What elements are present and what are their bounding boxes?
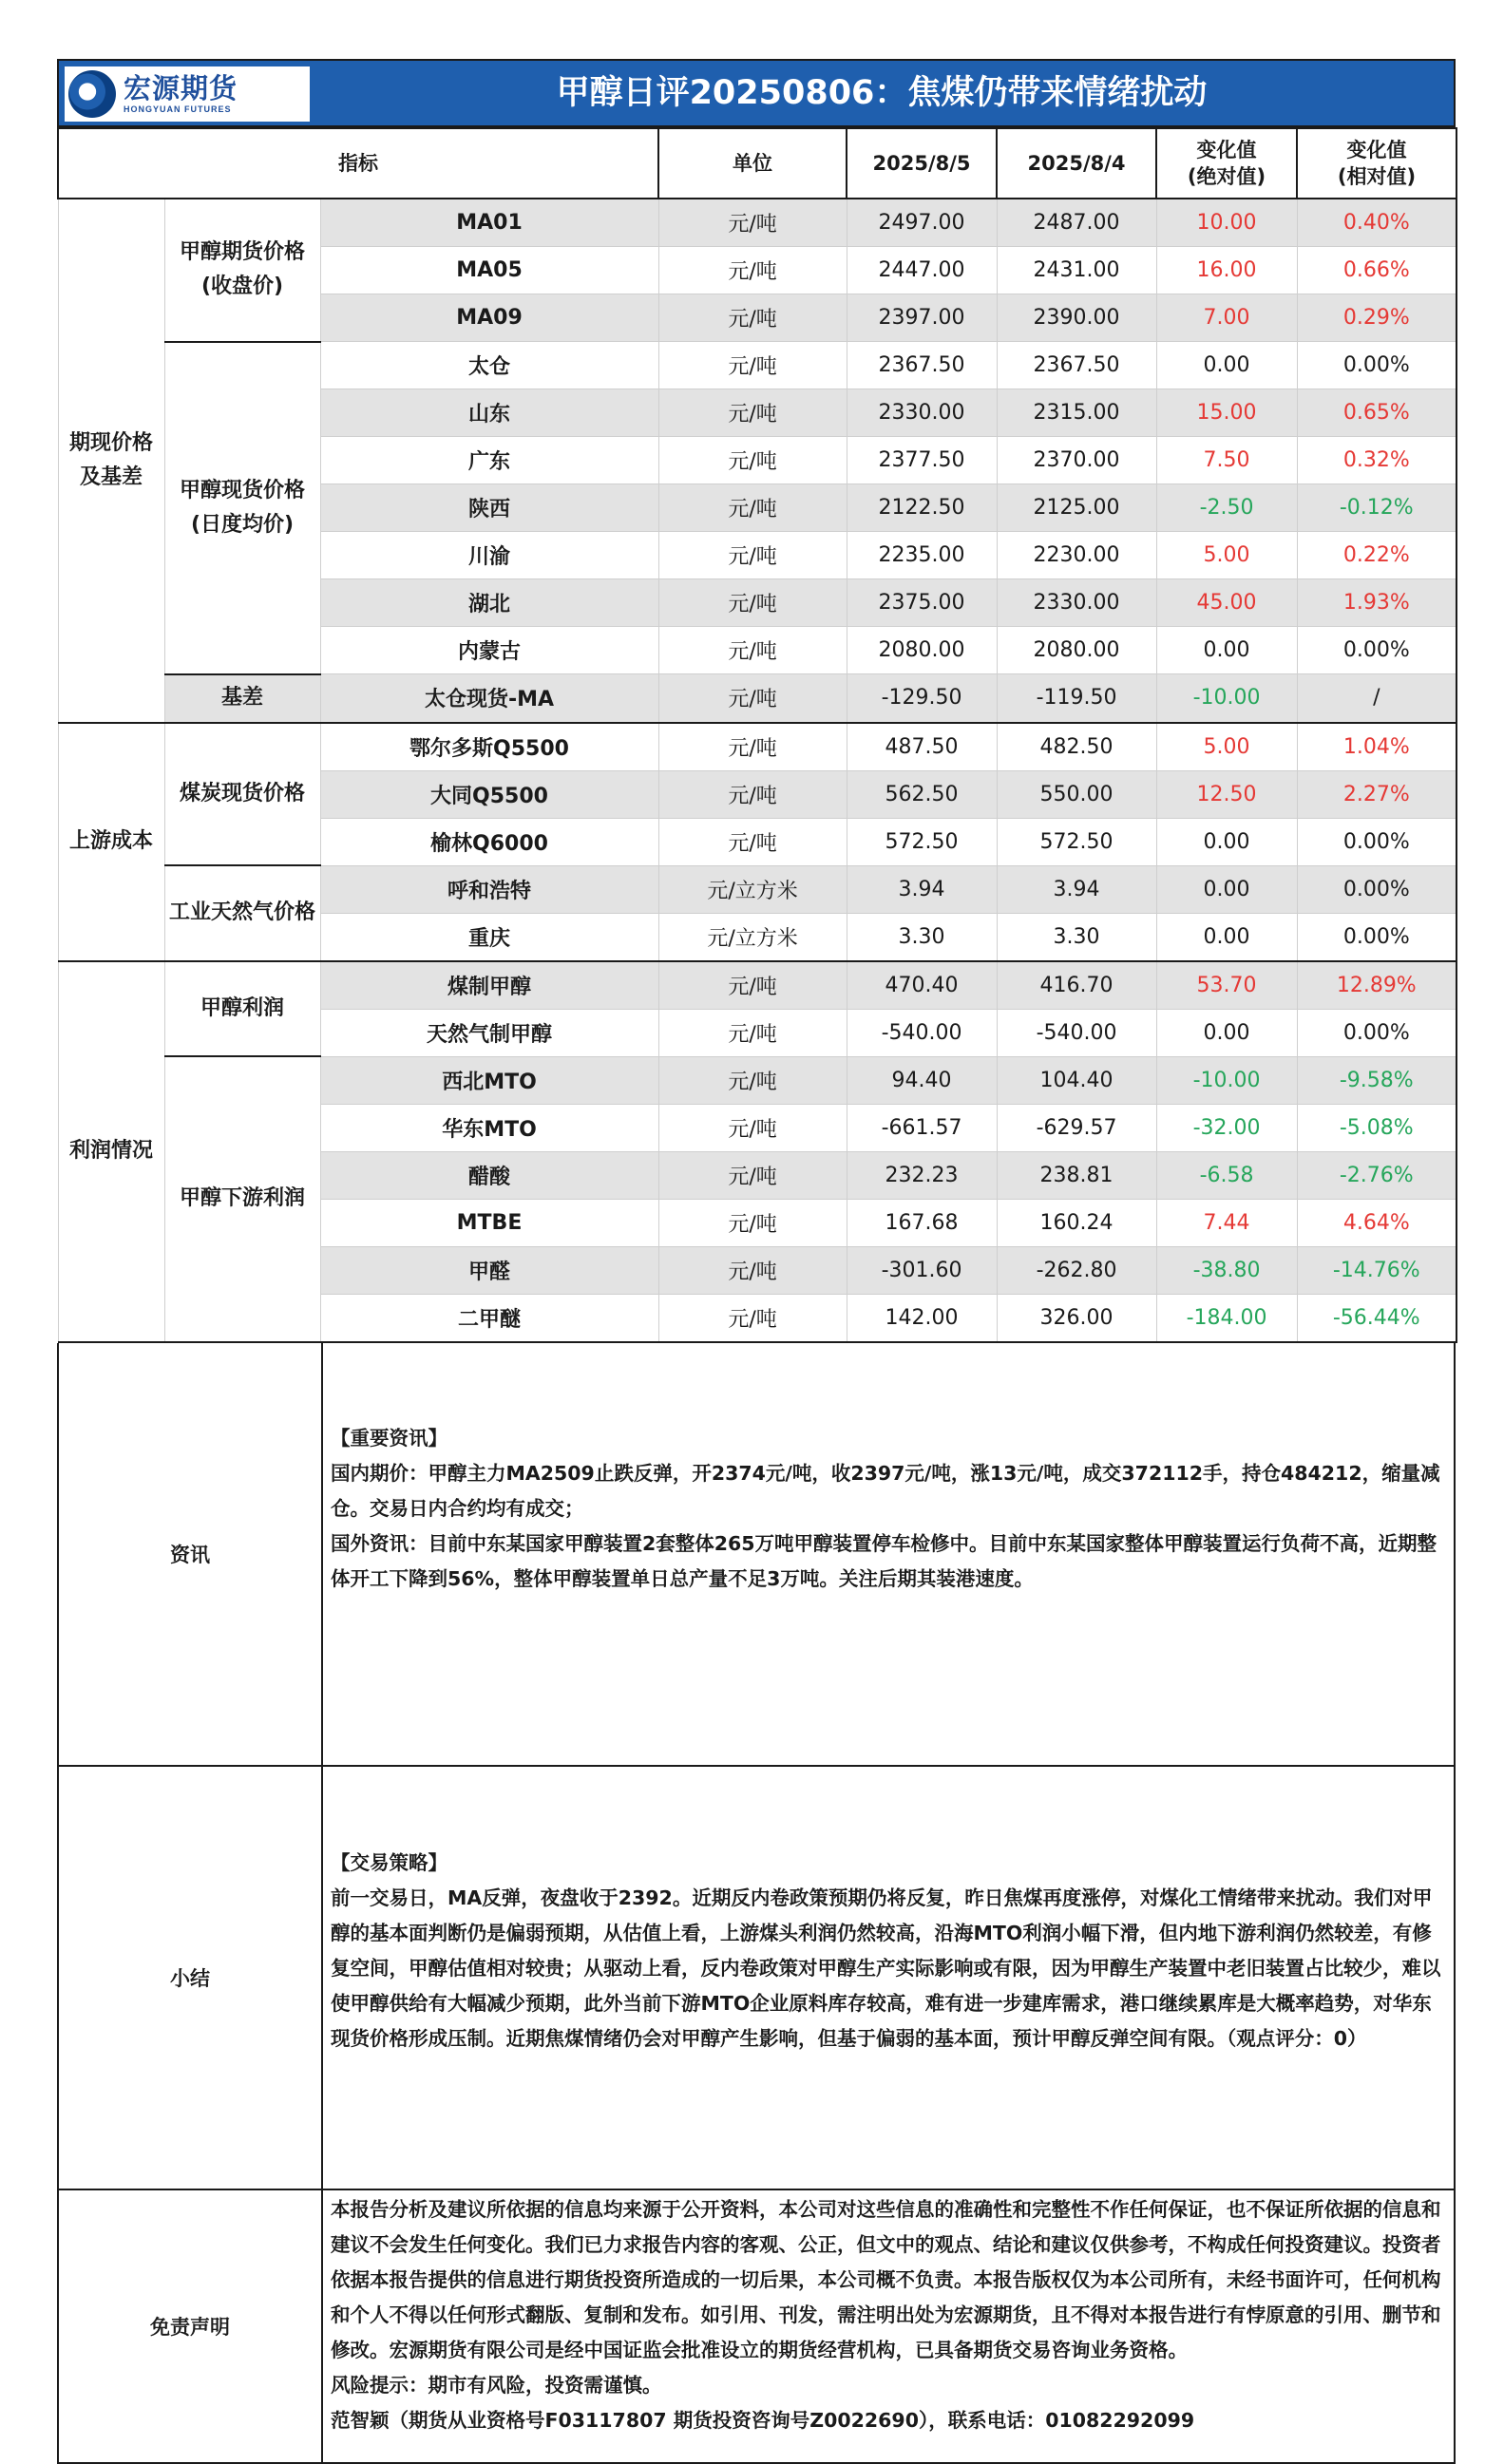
cell-value-date2: 572.50 xyxy=(997,818,1156,865)
cell-indicator-name: 湖北 xyxy=(320,579,658,627)
cell-indicator-name: MA01 xyxy=(320,199,658,247)
cell-rel-change: 0.32% xyxy=(1297,437,1456,484)
cell-value-date1: 470.40 xyxy=(847,961,997,1010)
cell-value-date1: 142.00 xyxy=(847,1294,997,1342)
cell-unit: 元/吨 xyxy=(658,484,847,532)
cell-abs-change: 53.70 xyxy=(1156,961,1297,1010)
cell-value-date1: 2330.00 xyxy=(847,389,997,437)
cell-indicator-name: MA09 xyxy=(320,294,658,342)
cell-rel-change: 0.29% xyxy=(1297,294,1456,342)
cell-rel-change: 0.00% xyxy=(1297,1009,1456,1056)
news-label: 资讯 xyxy=(59,1343,323,1765)
subcategory-coal: 煤炭现货价格 xyxy=(164,723,320,866)
cell-abs-change: 7.50 xyxy=(1156,437,1297,484)
cell-rel-change: 0.65% xyxy=(1297,389,1456,437)
cell-indicator-name: 太仓 xyxy=(320,342,658,389)
cell-value-date1: 2122.50 xyxy=(847,484,997,532)
cell-rel-change: 2.27% xyxy=(1297,770,1456,818)
col-header-abs-change xyxy=(1156,128,1297,199)
cell-indicator-name: 榆林Q6000 xyxy=(320,818,658,865)
cell-indicator-name: 醋酸 xyxy=(320,1151,658,1199)
cell-indicator-name: 大同Q5500 xyxy=(320,770,658,818)
cell-rel-change: 1.04% xyxy=(1297,723,1456,771)
cell-unit: 元/吨 xyxy=(658,627,847,674)
cell-abs-change: 5.00 xyxy=(1156,532,1297,579)
news-domestic: 国内期价：甲醇主力MA2509止跌反弹，开2374元/吨，收2397元/吨，涨13元/吨，成交372112手，持仓484212，缩量减仓。交易日内合约均有成交； xyxy=(331,1461,1440,1520)
logo-name-cn: 宏源期货 xyxy=(124,72,238,104)
cell-abs-change: 0.00 xyxy=(1156,865,1297,913)
company-logo xyxy=(65,66,310,122)
cell-value-date1: 167.68 xyxy=(847,1199,997,1246)
cell-value-date1: -301.60 xyxy=(847,1246,997,1294)
table-row xyxy=(58,961,1456,1010)
summary-text: 前一交易日，MA反弹，夜盘收于2392。近期反内卷政策预期仍将反复，昨日焦煤再度涨停，对煤化工情绪带来扰动。我们对甲醇的基本面判断仍是偏弱预期，从估值上看，上游煤头利润仍然较高，沿海MTO利润小幅下滑，但内地下游利润仍然较差，有修复空间，甲醇估值相对较贵；从驱动上看，反内卷政策对甲醇生产实际影响或有限，因为甲醇生产装置中老旧装置占比较少，难以使甲醇供给有大幅减少预期，此外当前下游MTO企业原料库存较高，难有进一步建库需求，港口继续累库是大概率趋势，对华东现货价格形成压制。近期焦煤情绪仍会对甲醇产生影响，但基于偏弱的基本面，预计甲醇反弹空间有限。（观点评分：0） xyxy=(331,1886,1441,2050)
news-section xyxy=(57,1343,1456,1767)
col-header-date1: 2025/8/5 xyxy=(847,128,997,199)
cell-abs-change: 0.00 xyxy=(1156,818,1297,865)
cell-indicator-name: 呼和浩特 xyxy=(320,865,658,913)
disclaimer-body xyxy=(323,2190,1454,2462)
cell-value-date1: 2377.50 xyxy=(847,437,997,484)
indicator-table xyxy=(57,127,1457,1343)
analyst-contact: 范智颖（期货从业资格号F03117807 期货投资咨询号Z0022690），联系电话：01082292099 xyxy=(331,2408,1195,2432)
cell-rel-change: 12.89% xyxy=(1297,961,1456,1010)
cell-indicator-name: 川渝 xyxy=(320,532,658,579)
cell-indicator-name: 鄂尔多斯Q5500 xyxy=(320,723,658,771)
cell-abs-change: -10.00 xyxy=(1156,674,1297,723)
cell-value-date2: 238.81 xyxy=(997,1151,1156,1199)
cell-value-date1: 2367.50 xyxy=(847,342,997,389)
summary-body xyxy=(323,1767,1454,2189)
cell-abs-change: 0.00 xyxy=(1156,627,1297,674)
cell-unit: 元/吨 xyxy=(658,1056,847,1104)
cell-value-date2: 2230.00 xyxy=(997,532,1156,579)
cell-value-date1: -129.50 xyxy=(847,674,997,723)
risk-warning: 风险提示：期市有风险，投资需谨慎。 xyxy=(331,2373,662,2397)
summary-section xyxy=(57,1767,1456,2190)
cell-unit: 元/吨 xyxy=(658,770,847,818)
cell-abs-change: 12.50 xyxy=(1156,770,1297,818)
table-row xyxy=(58,1056,1456,1104)
subcategory-spot: 甲醇现货价格 (日度均价) xyxy=(164,342,320,674)
cell-value-date1: 232.23 xyxy=(847,1151,997,1199)
cell-rel-change: -5.08% xyxy=(1297,1104,1456,1151)
cell-value-date2: 2390.00 xyxy=(997,294,1156,342)
news-foreign: 国外资讯：目前中东某国家甲醇装置2套整体265万吨甲醇装置停车检修中。目前中东某国家整体甲醇装置运行负荷不高，近期整体开工下降到56%，整体甲醇装置单日总产量不足3万吨。关注后期其装港速度。 xyxy=(331,1531,1437,1590)
table-header-row xyxy=(58,128,1456,199)
cell-value-date1: 3.30 xyxy=(847,913,997,961)
subcategory-gas: 工业天然气价格 xyxy=(164,865,320,961)
cell-rel-change: 0.66% xyxy=(1297,247,1456,294)
cell-indicator-name: 天然气制甲醇 xyxy=(320,1009,658,1056)
text-sections xyxy=(57,1343,1456,2464)
cell-abs-change: -184.00 xyxy=(1156,1294,1297,1342)
cell-abs-change: 5.00 xyxy=(1156,723,1297,771)
cell-unit: 元/吨 xyxy=(658,674,847,723)
rel-change-sub: (相对值) xyxy=(1337,165,1417,188)
cell-unit: 元/吨 xyxy=(658,1151,847,1199)
cell-unit: 元/吨 xyxy=(658,532,847,579)
cell-abs-change: -38.80 xyxy=(1156,1246,1297,1294)
cell-rel-change: 4.64% xyxy=(1297,1199,1456,1246)
cell-indicator-name: 内蒙古 xyxy=(320,627,658,674)
cell-value-date2: 160.24 xyxy=(997,1199,1156,1246)
cell-value-date2: 2080.00 xyxy=(997,627,1156,674)
cell-unit: 元/吨 xyxy=(658,342,847,389)
cell-indicator-name: 广东 xyxy=(320,437,658,484)
abs-change-sub: (绝对值) xyxy=(1187,165,1266,188)
cell-value-date2: -119.50 xyxy=(997,674,1156,723)
summary-label: 小结 xyxy=(59,1767,323,2189)
cell-value-date2: 2370.00 xyxy=(997,437,1156,484)
table-row xyxy=(58,865,1456,913)
cell-unit: 元/吨 xyxy=(658,247,847,294)
cell-unit: 元/吨 xyxy=(658,294,847,342)
cell-unit: 元/吨 xyxy=(658,389,847,437)
cell-indicator-name: MA05 xyxy=(320,247,658,294)
cell-unit: 元/吨 xyxy=(658,1104,847,1151)
cell-indicator-name: 甲醛 xyxy=(320,1246,658,1294)
table-row xyxy=(58,342,1456,389)
cell-rel-change: 0.00% xyxy=(1297,865,1456,913)
cell-value-date1: 562.50 xyxy=(847,770,997,818)
cell-value-date2: -262.80 xyxy=(997,1246,1156,1294)
cell-abs-change: -2.50 xyxy=(1156,484,1297,532)
disclaimer-section xyxy=(57,2190,1456,2464)
cell-unit: 元/吨 xyxy=(658,961,847,1010)
cell-value-date1: 94.40 xyxy=(847,1056,997,1104)
cell-value-date1: 2447.00 xyxy=(847,247,997,294)
table-row xyxy=(58,199,1456,247)
cell-value-date2: 2315.00 xyxy=(997,389,1156,437)
cell-abs-change: 0.00 xyxy=(1156,342,1297,389)
cell-value-date1: 572.50 xyxy=(847,818,997,865)
abs-change-title: 变化值 xyxy=(1196,139,1257,161)
col-header-indicator: 指标 xyxy=(58,128,658,199)
cell-indicator-name: 太仓现货-MA xyxy=(320,674,658,723)
cell-value-date2: 3.30 xyxy=(997,913,1156,961)
cell-value-date2: 104.40 xyxy=(997,1056,1156,1104)
cell-abs-change: -10.00 xyxy=(1156,1056,1297,1104)
cell-rel-change: -2.76% xyxy=(1297,1151,1456,1199)
cell-abs-change: 0.00 xyxy=(1156,913,1297,961)
cell-rel-change: 1.93% xyxy=(1297,579,1456,627)
cell-indicator-name: 煤制甲醇 xyxy=(320,961,658,1010)
disclaimer-text: 本报告分析及建议所依据的信息均来源于公开资料，本公司对这些信息的准确性和完整性不作任何保证，也不保证所依据的信息和建议不会发生任何变化。我们已力求报告内容的客观、公正，但文中的观点、结论和建议仅供参考，不构成任何投资建议。投资者依据本报告提供的信息进行期货投资所造成的一切后果，本公司概不负责。本报告版权仅为本公司所有，未经书面许可，任何机构和个人不得以任何形式翻版、复制和发布。如引用、刊发，需注明出处为宏源期货，且不得对本报告进行有悖原意的引用、删节和修改。宏源期货有限公司是经中国证监会批准设立的期货经营机构，已具备期货交易咨询业务资格。 xyxy=(331,2197,1441,2361)
subcategory-futures: 甲醇期货价格 (收盘价) xyxy=(164,199,320,342)
cell-rel-change: -56.44% xyxy=(1297,1294,1456,1342)
cell-value-date2: -629.57 xyxy=(997,1104,1156,1151)
subcategory-basis: 基差 xyxy=(164,674,320,723)
cell-abs-change: 45.00 xyxy=(1156,579,1297,627)
cell-abs-change: 7.44 xyxy=(1156,1199,1297,1246)
cell-value-date2: 326.00 xyxy=(997,1294,1156,1342)
cell-rel-change: 0.00% xyxy=(1297,627,1456,674)
cell-unit: 元/立方米 xyxy=(658,913,847,961)
cell-value-date1: -661.57 xyxy=(847,1104,997,1151)
cell-unit: 元/吨 xyxy=(658,723,847,771)
cell-value-date2: 550.00 xyxy=(997,770,1156,818)
cell-unit: 元/吨 xyxy=(658,437,847,484)
cell-value-date2: -540.00 xyxy=(997,1009,1156,1056)
cell-rel-change: 0.40% xyxy=(1297,199,1456,247)
cell-rel-change: -0.12% xyxy=(1297,484,1456,532)
cell-rel-change: 0.00% xyxy=(1297,913,1456,961)
cell-value-date1: 2375.00 xyxy=(847,579,997,627)
logo-mark-icon xyxy=(68,70,116,118)
cell-unit: 元/吨 xyxy=(658,1199,847,1246)
category-profit: 利润情况 xyxy=(58,961,164,1342)
cell-indicator-name: MTBE xyxy=(320,1199,658,1246)
cell-abs-change: 15.00 xyxy=(1156,389,1297,437)
cell-unit: 元/吨 xyxy=(658,1246,847,1294)
cell-rel-change: -14.76% xyxy=(1297,1246,1456,1294)
cell-value-date1: 2080.00 xyxy=(847,627,997,674)
cell-value-date1: 3.94 xyxy=(847,865,997,913)
table-row xyxy=(58,674,1456,723)
cell-rel-change: 0.22% xyxy=(1297,532,1456,579)
cell-abs-change: 7.00 xyxy=(1156,294,1297,342)
cell-indicator-name: 西北MTO xyxy=(320,1056,658,1104)
news-body xyxy=(323,1343,1454,1765)
cell-value-date2: 2367.50 xyxy=(997,342,1156,389)
cell-value-date2: 416.70 xyxy=(997,961,1156,1010)
cell-indicator-name: 二甲醚 xyxy=(320,1294,658,1342)
cell-value-date2: 2125.00 xyxy=(997,484,1156,532)
cell-value-date2: 2330.00 xyxy=(997,579,1156,627)
rel-change-title: 变化值 xyxy=(1346,139,1407,161)
cell-value-date1: 487.50 xyxy=(847,723,997,771)
cell-value-date1: -540.00 xyxy=(847,1009,997,1056)
report-header xyxy=(57,59,1456,127)
cell-value-date2: 3.94 xyxy=(997,865,1156,913)
cell-unit: 元/吨 xyxy=(658,1009,847,1056)
cell-unit: 元/吨 xyxy=(658,579,847,627)
category-price_basis: 期现价格 及基差 xyxy=(58,199,164,723)
cell-rel-change: / xyxy=(1297,674,1456,723)
subcategory-meth_profit: 甲醇利润 xyxy=(164,961,320,1057)
cell-indicator-name: 陕西 xyxy=(320,484,658,532)
cell-unit: 元/吨 xyxy=(658,818,847,865)
cell-value-date1: 2397.00 xyxy=(847,294,997,342)
cell-abs-change: 10.00 xyxy=(1156,199,1297,247)
cell-value-date2: 2487.00 xyxy=(997,199,1156,247)
report-title: 甲醇日评20250806：焦煤仍带来情绪扰动 xyxy=(556,74,1208,112)
col-header-date2: 2025/8/4 xyxy=(997,128,1156,199)
cell-abs-change: -32.00 xyxy=(1156,1104,1297,1151)
cell-indicator-name: 山东 xyxy=(320,389,658,437)
cell-abs-change: -6.58 xyxy=(1156,1151,1297,1199)
cell-abs-change: 16.00 xyxy=(1156,247,1297,294)
cell-unit: 元/立方米 xyxy=(658,865,847,913)
cell-indicator-name: 华东MTO xyxy=(320,1104,658,1151)
summary-heading: 【交易策略】 xyxy=(331,1850,447,1874)
logo-name-en: HONGYUAN FUTURES xyxy=(124,104,232,114)
cell-unit: 元/吨 xyxy=(658,199,847,247)
cell-indicator-name: 重庆 xyxy=(320,913,658,961)
cell-rel-change: -9.58% xyxy=(1297,1056,1456,1104)
cell-value-date1: 2497.00 xyxy=(847,199,997,247)
cell-value-date1: 2235.00 xyxy=(847,532,997,579)
cell-unit: 元/吨 xyxy=(658,1294,847,1342)
disclaimer-label: 免责声明 xyxy=(59,2190,323,2462)
cell-value-date2: 482.50 xyxy=(997,723,1156,771)
col-header-rel-change xyxy=(1297,128,1456,199)
cell-rel-change: 0.00% xyxy=(1297,342,1456,389)
cell-value-date2: 2431.00 xyxy=(997,247,1156,294)
col-header-unit: 单位 xyxy=(658,128,847,199)
table-row xyxy=(58,723,1456,771)
news-heading: 【重要资讯】 xyxy=(331,1426,447,1450)
cell-abs-change: 0.00 xyxy=(1156,1009,1297,1056)
cell-rel-change: 0.00% xyxy=(1297,818,1456,865)
subcategory-down_profit: 甲醇下游利润 xyxy=(164,1056,320,1342)
category-upstream: 上游成本 xyxy=(58,723,164,961)
report-sheet xyxy=(57,59,1456,2464)
